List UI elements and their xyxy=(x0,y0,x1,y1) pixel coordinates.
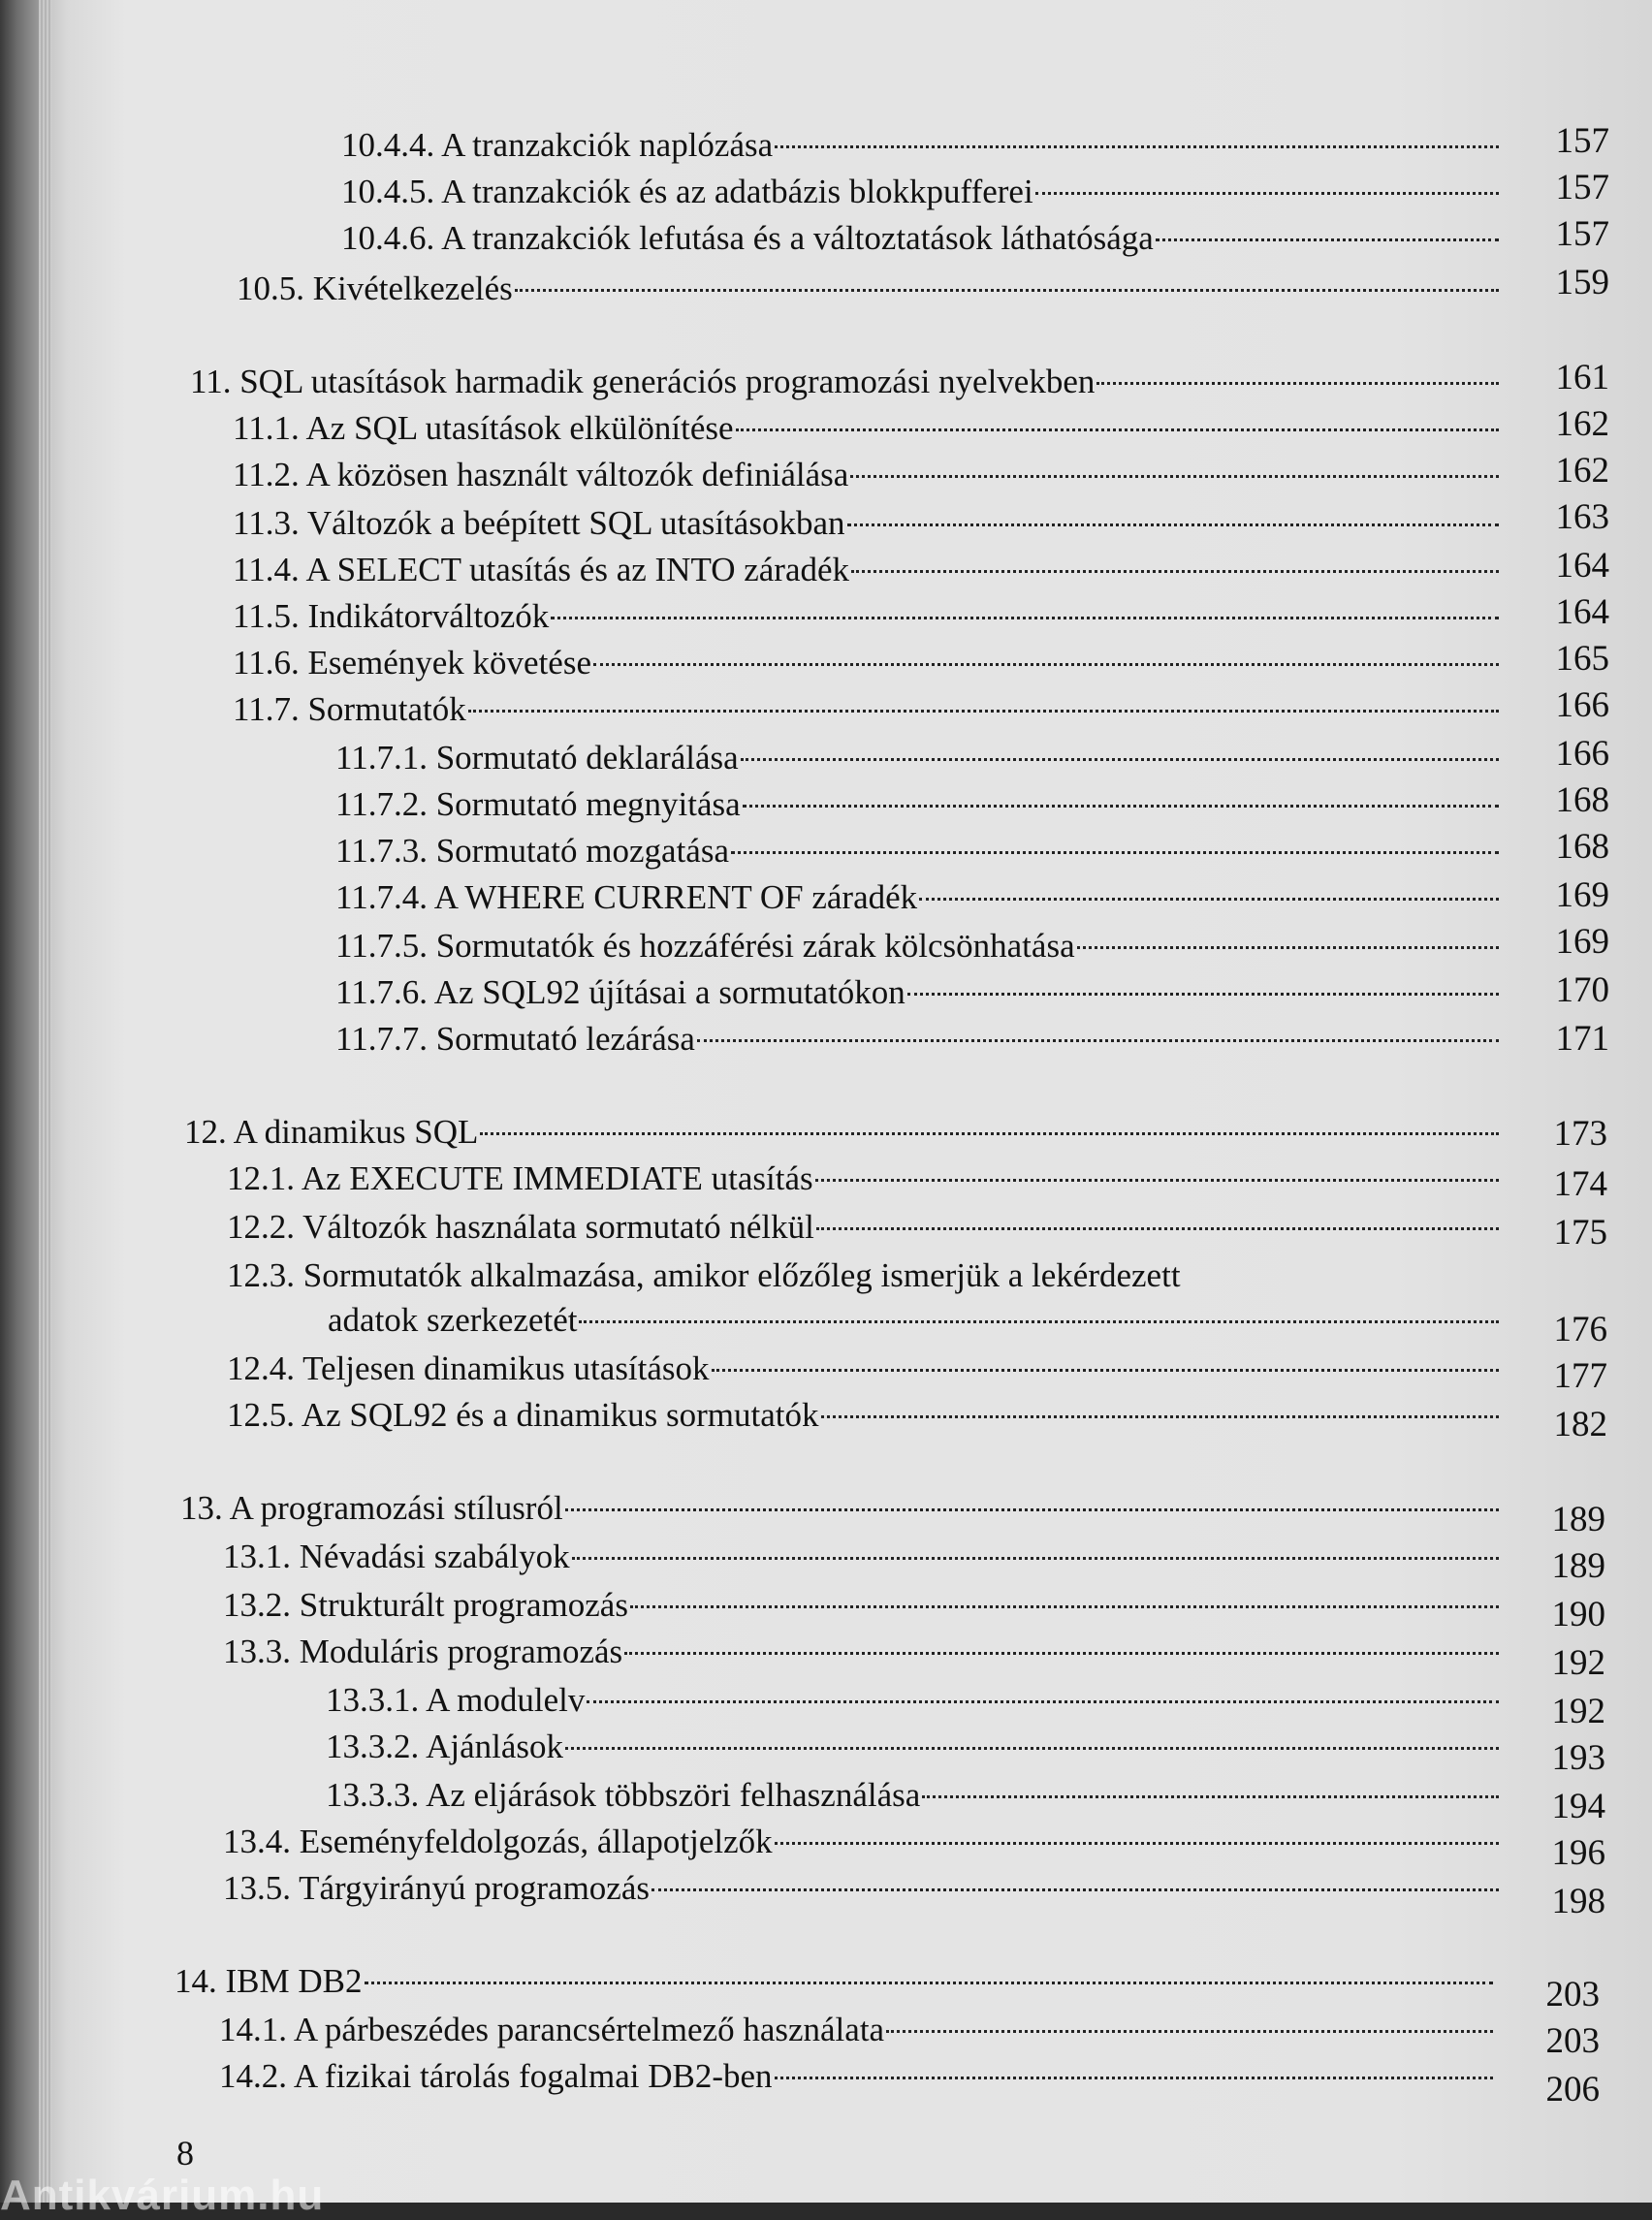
toc-page-number: 192 xyxy=(1551,1643,1605,1683)
toc-entry-label: 13.1. Névadási szabályok xyxy=(223,1538,570,1575)
toc-entry-label: 13.5. Tárgyirányú programozás xyxy=(223,1869,650,1907)
toc-entry-label: 11.3. Változók a beépített SQL utasításokban xyxy=(233,504,845,542)
toc-page-number: 163 xyxy=(1555,497,1609,537)
toc-entry xyxy=(237,268,1505,310)
toc-entry xyxy=(233,502,1505,545)
toc-entry-label: 11.5. Indikátorváltozók xyxy=(233,597,550,635)
toc-entry-label: 11.2. A közösen használt változók definiálása xyxy=(233,456,849,493)
toc-entry xyxy=(223,1867,1505,1910)
toc-entry-label: 12. A dinamikus SQL xyxy=(184,1113,479,1151)
toc-entry xyxy=(341,124,1505,167)
toc-entry-label: 13.3.3. Az eljárások többszöri felhasználása xyxy=(326,1776,921,1814)
toc-entry xyxy=(227,1206,1505,1249)
dot-leader xyxy=(1096,382,1499,385)
toc-entry xyxy=(223,1584,1505,1627)
toc-entry xyxy=(335,830,1505,872)
toc-entry xyxy=(233,595,1505,638)
dot-leader xyxy=(847,523,1500,526)
toc-entry xyxy=(233,688,1505,731)
toc-page-number: 169 xyxy=(1555,875,1609,915)
dot-leader xyxy=(886,2030,1493,2033)
toc-page-number: 174 xyxy=(1553,1164,1607,1204)
toc-page-number: 169 xyxy=(1555,922,1609,962)
toc-chapter-entry xyxy=(175,1960,1499,2003)
toc-page-number: 198 xyxy=(1551,1882,1605,1921)
toc-entry-label: 10.4.4. A tranzakciók naplózása xyxy=(341,126,774,164)
toc-entry-label: 11.7. Sormutatók xyxy=(233,690,466,728)
toc-entry-label: 11.1. Az SQL utasítások elkülönítése xyxy=(233,409,734,447)
toc-page-number: 166 xyxy=(1555,734,1609,774)
toc-entry xyxy=(223,1536,1505,1578)
toc-entry-label: 11.7.4. A WHERE CURRENT OF záradék xyxy=(335,878,918,916)
toc-entry-label: 12.5. Az SQL92 és a dinamikus sormutatók xyxy=(227,1396,819,1434)
dot-leader xyxy=(712,1369,1499,1372)
toc-entry xyxy=(335,783,1505,826)
dot-leader xyxy=(480,1132,1499,1135)
toc-page-number: 182 xyxy=(1553,1405,1607,1444)
toc-page-number: 171 xyxy=(1555,1019,1609,1059)
toc-entry-label: 13. A programozási stílusról xyxy=(180,1489,563,1527)
dot-leader xyxy=(565,1508,1499,1511)
toc-page-number: 168 xyxy=(1555,780,1609,820)
toc-page-number: 196 xyxy=(1551,1833,1605,1873)
toc-entry-label: 11.7.1. Sormutató deklarálása xyxy=(335,739,739,777)
dot-leader xyxy=(815,1179,1499,1182)
toc-page-number: 164 xyxy=(1555,546,1609,586)
toc-entry-label: 13.4. Eseményfeldolgozás, állapotjelzők xyxy=(223,1823,773,1860)
toc-page-number: 168 xyxy=(1555,827,1609,867)
dot-leader xyxy=(922,1795,1499,1798)
toc-entry-label: 13.3.1. A modulelv xyxy=(326,1681,586,1719)
toc-page-number: 165 xyxy=(1555,639,1609,679)
toc-entry-label: 10.4.6. A tranzakciók lefutása és a változtatások láthatósága xyxy=(341,219,1154,257)
toc-page-number: 161 xyxy=(1555,358,1609,397)
toc-entry-label: 13.3.2. Ajánlások xyxy=(326,1728,563,1765)
toc-entry xyxy=(335,1018,1505,1061)
dot-leader xyxy=(775,1842,1499,1845)
toc-entry xyxy=(335,971,1505,1014)
dot-leader xyxy=(365,1982,1494,1984)
toc-page-number: 203 xyxy=(1545,2021,1600,2061)
toc-page-number: 177 xyxy=(1553,1356,1607,1396)
page-number: 8 xyxy=(176,2134,194,2172)
toc-entry-label: 14. IBM DB2 xyxy=(175,1962,363,2000)
toc-entry-label: 11.7.6. Az SQL92 újításai a sormutatókon xyxy=(335,973,905,1011)
dot-leader xyxy=(651,1888,1499,1891)
dot-leader xyxy=(775,2077,1493,2079)
toc-entry xyxy=(223,1821,1505,1863)
dot-leader xyxy=(624,1652,1499,1655)
toc-page-number: 206 xyxy=(1545,2070,1600,2109)
dot-leader xyxy=(630,1605,1499,1608)
dot-leader xyxy=(593,663,1499,666)
toc-page-number: 203 xyxy=(1545,1975,1600,2014)
dot-leader xyxy=(743,805,1499,808)
toc-page-number: 190 xyxy=(1551,1595,1605,1634)
toc-page-number: 157 xyxy=(1555,214,1609,254)
toc-entry xyxy=(233,454,1505,496)
toc-entry xyxy=(326,1774,1505,1817)
toc-entry xyxy=(335,925,1505,967)
toc-page-number: 173 xyxy=(1553,1114,1607,1154)
toc-entry xyxy=(335,737,1505,779)
toc-entry-label: 11.7.3. Sormutató mozgatása xyxy=(335,832,729,870)
dot-leader xyxy=(907,993,1499,996)
toc-page-number: 164 xyxy=(1555,592,1609,632)
watermark: Antikvárium.hu xyxy=(0,2172,325,2219)
toc-entry-label: 14.2. A fizikai tárolás fogalmai DB2-ben xyxy=(219,2057,773,2095)
toc-entry-label: 11. SQL utasítások harmadik generációs programozási nyelvekben xyxy=(190,363,1096,400)
toc-entry xyxy=(227,1394,1505,1437)
toc-entry-label: 10.5. Kivételkezelés xyxy=(237,270,513,307)
dot-leader xyxy=(816,1227,1499,1230)
toc-entry xyxy=(227,1348,1505,1390)
toc-page-number: 189 xyxy=(1551,1546,1605,1586)
dot-leader xyxy=(919,898,1499,901)
toc-entry xyxy=(233,642,1505,684)
toc-entry xyxy=(326,1679,1505,1722)
toc-page-number: 157 xyxy=(1555,168,1609,207)
toc-entry xyxy=(233,407,1505,450)
toc-entry xyxy=(328,1299,1505,1342)
dot-leader xyxy=(1156,238,1499,241)
toc-page-number: 157 xyxy=(1555,121,1609,161)
toc-chapter-entry xyxy=(190,361,1505,403)
dot-leader xyxy=(551,617,1499,619)
dot-leader xyxy=(741,758,1499,761)
dot-leader xyxy=(587,1700,1499,1703)
toc-entry-label: 14.1. A párbeszédes parancsértelmező használata xyxy=(219,2011,885,2048)
toc-page-number: 162 xyxy=(1555,451,1609,491)
toc-page-number: 193 xyxy=(1551,1738,1605,1778)
toc-entry xyxy=(223,1631,1505,1673)
toc-entry-label: 13.2. Strukturált programozás xyxy=(223,1586,628,1624)
toc-entry-label: 11.4. A SELECT utasítás és az INTO záradék xyxy=(233,551,850,588)
toc-entry xyxy=(233,549,1505,591)
toc-entry-label: 12.4. Teljesen dinamikus utasítások xyxy=(227,1349,710,1387)
dot-leader xyxy=(731,851,1499,854)
dot-leader xyxy=(736,428,1499,431)
toc-entry-label: 12.2. Változók használata sormutató nélkül xyxy=(227,1208,814,1246)
toc-page-number: 162 xyxy=(1555,404,1609,444)
toc-entry-label: 12.3. Sormutatók alkalmazása, amikor előzőleg ismerjük a lekérdezett xyxy=(227,1256,1181,1294)
dot-leader xyxy=(565,1747,1499,1750)
toc-page-number: 175 xyxy=(1553,1213,1607,1253)
dot-leader xyxy=(468,710,1499,713)
dot-leader xyxy=(851,570,1499,573)
dot-leader xyxy=(850,475,1499,478)
toc-entry-label: 13.3. Moduláris programozás xyxy=(223,1633,623,1670)
toc-page-number: 176 xyxy=(1553,1310,1607,1349)
toc-page-number: 189 xyxy=(1551,1500,1605,1539)
dot-leader xyxy=(579,1320,1499,1323)
toc-entry-label: 11.7.5. Sormutatók és hozzáférési zárak kölcsönhatása xyxy=(335,927,1075,965)
dot-leader xyxy=(775,145,1499,148)
dot-leader xyxy=(515,289,1499,292)
dot-leader xyxy=(1077,946,1499,949)
toc-entry xyxy=(335,876,1505,919)
toc-entry-label: 10.4.5. A tranzakciók és az adatbázis blokkpufferei xyxy=(341,173,1033,210)
toc-page-number: 166 xyxy=(1555,685,1609,725)
toc-page-number: 170 xyxy=(1555,970,1609,1010)
toc-entry xyxy=(341,217,1505,260)
toc-page-number: 159 xyxy=(1555,263,1609,302)
toc-entry-label: 11.7.2. Sormutató megnyitása xyxy=(335,785,741,823)
dot-leader xyxy=(1035,192,1499,195)
toc-chapter-entry xyxy=(184,1111,1505,1154)
toc-page-number: 194 xyxy=(1551,1787,1605,1826)
toc-entry-label: 12.1. Az EXECUTE IMMEDIATE utasítás xyxy=(227,1159,813,1197)
toc-entry-label-continued: adatok szerkezetét xyxy=(328,1301,578,1339)
toc-entry xyxy=(326,1726,1505,1768)
toc-page-number: 192 xyxy=(1551,1692,1605,1731)
toc-entry xyxy=(219,2055,1499,2098)
toc-entry xyxy=(219,2009,1499,2051)
dot-leader xyxy=(821,1415,1499,1418)
toc-entry-label: 11.7.7. Sormutató lezárása xyxy=(335,1020,695,1058)
dot-leader xyxy=(572,1557,1499,1560)
toc-chapter-entry xyxy=(180,1487,1505,1530)
toc-entry-label: 11.6. Események követése xyxy=(233,644,591,682)
toc-entry xyxy=(227,1158,1505,1200)
dot-leader xyxy=(697,1039,1499,1042)
toc-entry xyxy=(341,171,1505,213)
